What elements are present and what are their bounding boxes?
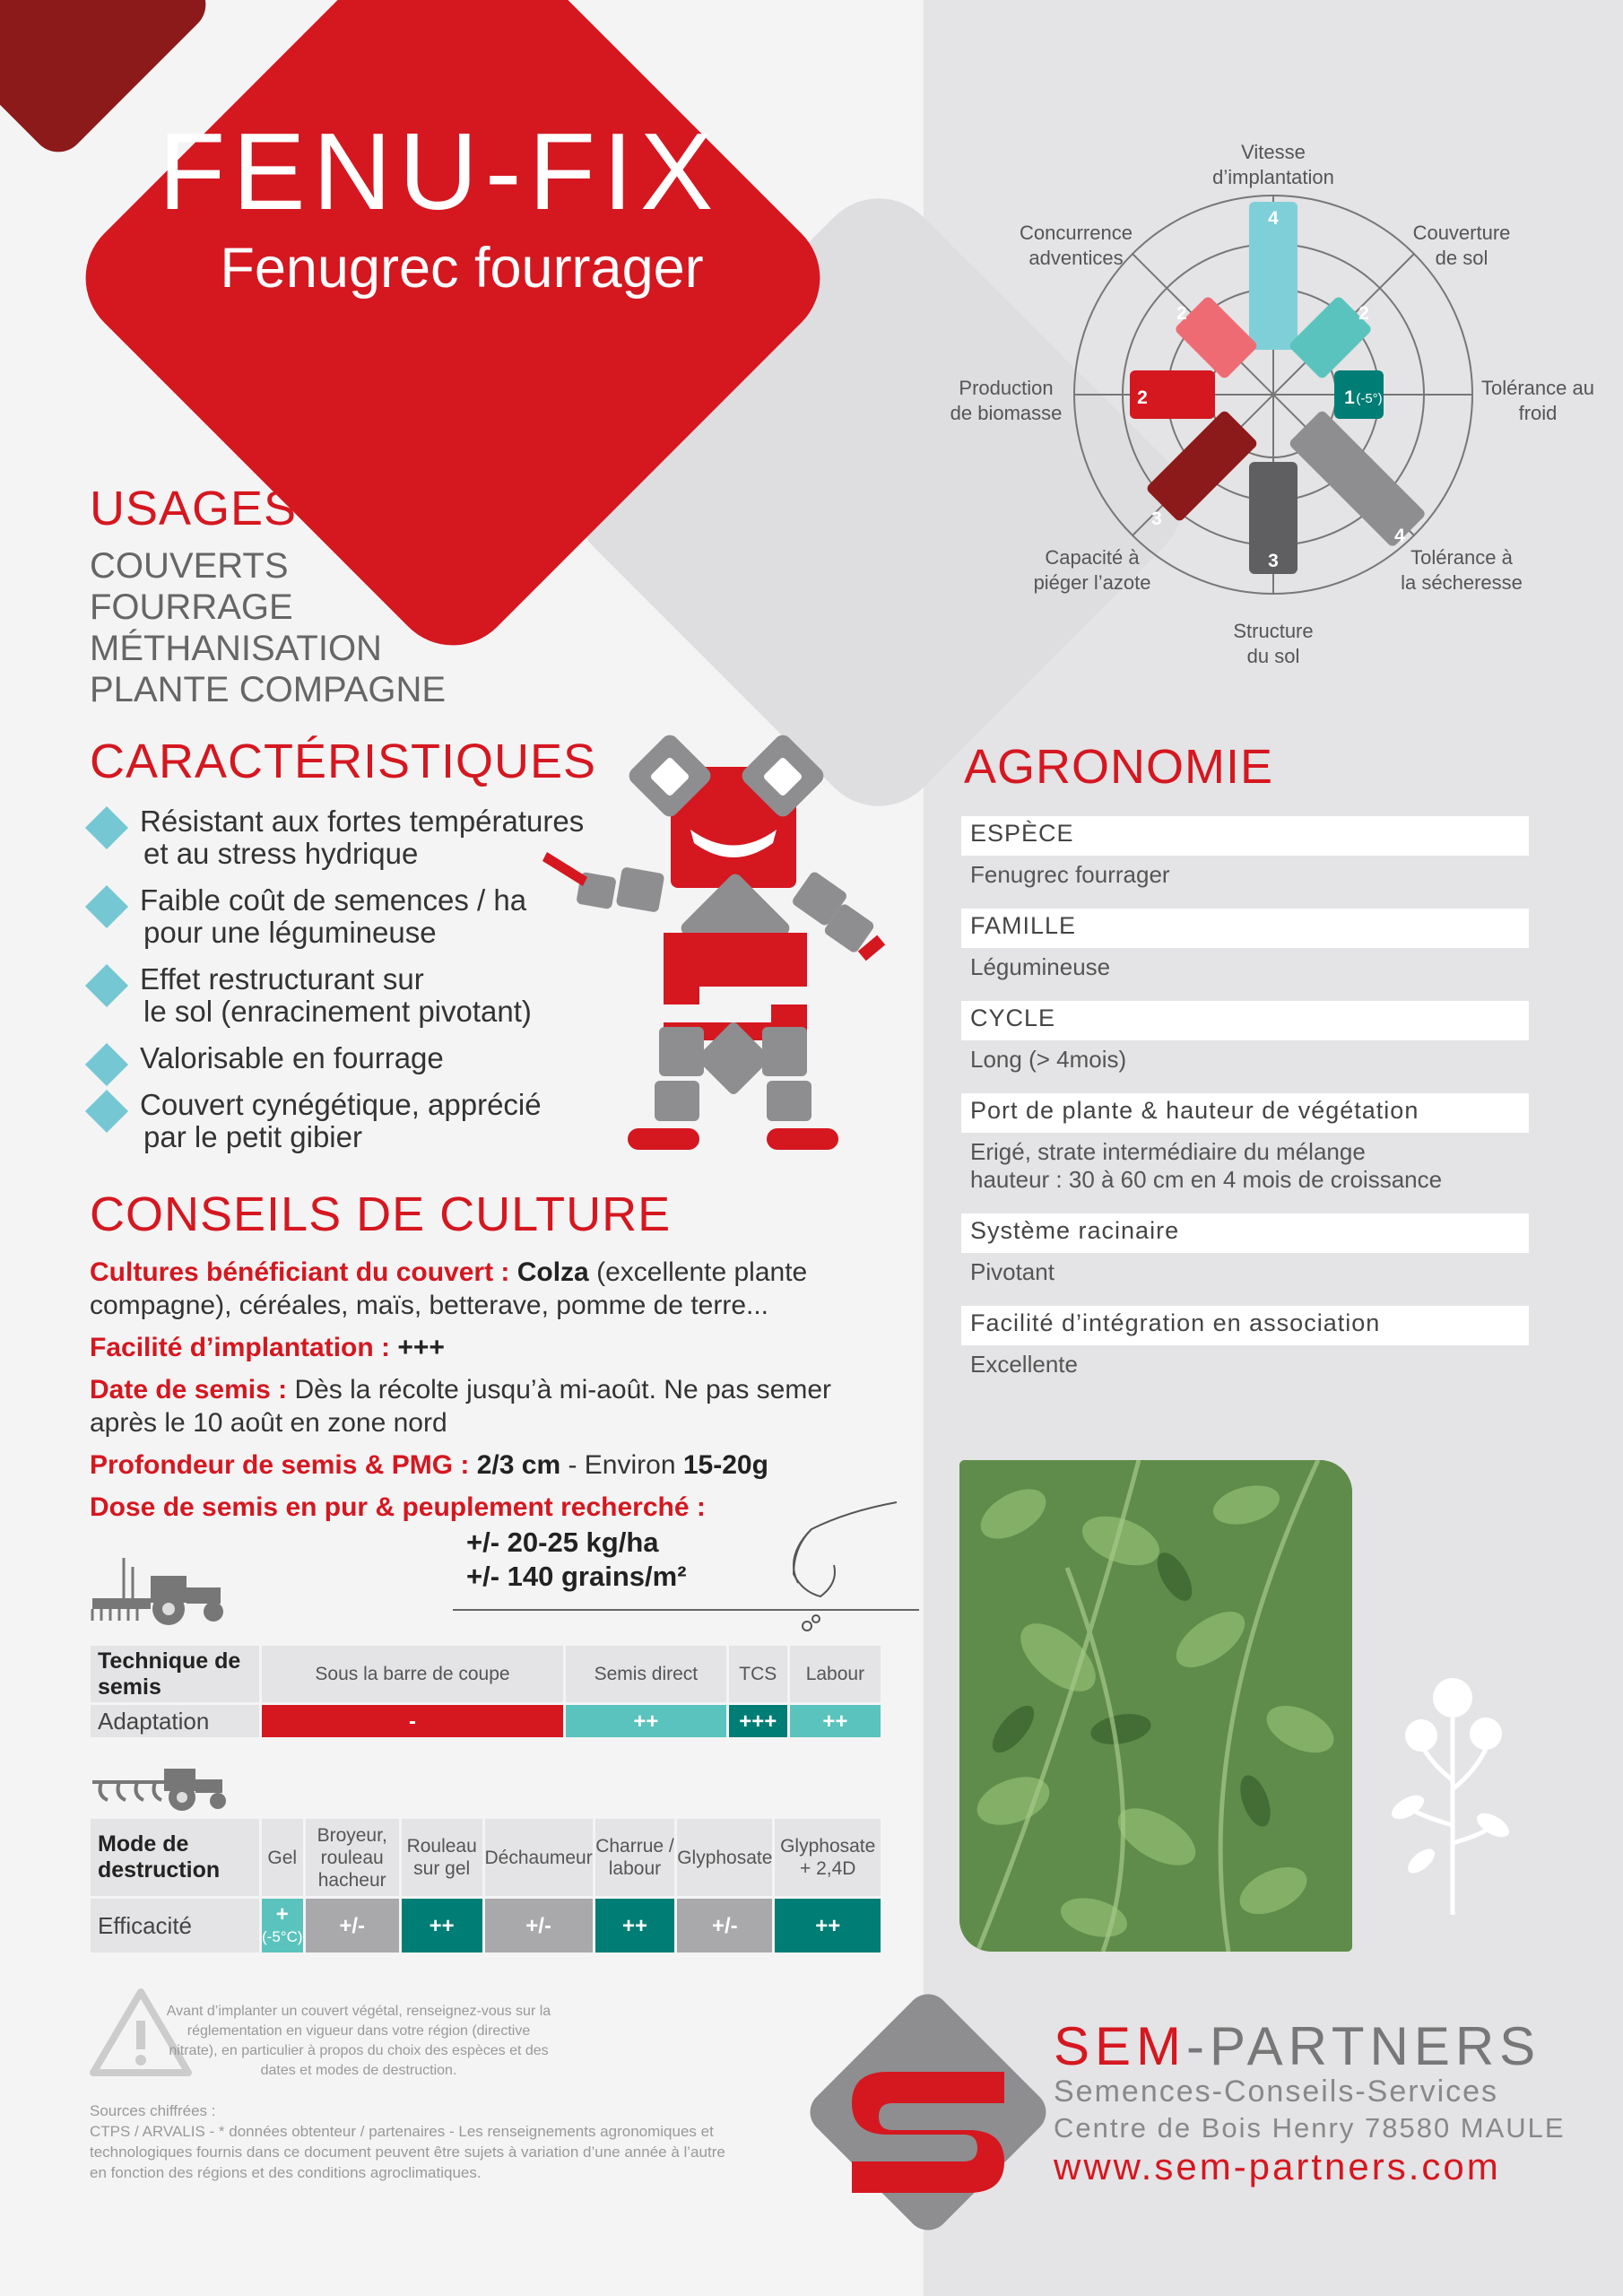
radar-label-couverture: Couverture de sol — [1412, 222, 1511, 269]
agro-label: CYCLE — [961, 1001, 1529, 1040]
score-structure: 3 — [1268, 551, 1279, 571]
table-cell: - — [262, 1705, 563, 1737]
column-header: Broyeur, rouleau hacheur — [306, 1819, 399, 1896]
warning-text: Avant d’implanter un couvert végétal, renseignez-vous sur la réglementation en vigueur dans votre région (directive nitrate), en particulier à propos du choix des espèces et des dates et modes de destruction. — [166, 2004, 551, 2078]
score-concurrence: 2 — [1176, 303, 1187, 324]
agro-value: Fenugrec fourrager — [970, 861, 1170, 888]
agro-value: Légumineuse — [970, 953, 1111, 980]
agro-label: ESPÈCE — [961, 816, 1529, 856]
agronomie-list — [961, 816, 1529, 1398]
agro-label: Facilité d’intégration en association — [961, 1306, 1529, 1345]
list-item: Faible coût de semences / ha pour une légumineuse — [90, 884, 610, 949]
seeder-tractor-icon — [88, 1553, 231, 1630]
company-name: SEM-PARTNERS — [1054, 2016, 1541, 2076]
agro-value: Long (> 4mois) — [970, 1046, 1127, 1073]
product-subtitle: Fenugrec fourrager — [220, 237, 704, 300]
row-label: Adaptation — [91, 1705, 259, 1737]
hand-sowing-icon — [453, 1493, 919, 1637]
column-header: TCS — [729, 1646, 787, 1702]
table-cell: +/- — [677, 1899, 772, 1952]
column-header: Gel — [262, 1819, 303, 1896]
table-cell: ++ — [595, 1899, 674, 1952]
radar-label-tolerance-froid: Tolérance au froid — [1481, 377, 1594, 424]
table-cell: + (-5°C) — [262, 1899, 303, 1952]
usage-item: COUVERTS — [90, 546, 289, 586]
column-header: Labour — [790, 1646, 881, 1702]
column-header: Glyphosate + 2,4D — [775, 1819, 881, 1896]
score-biomasse: 2 — [1137, 387, 1148, 408]
company-tagline: Semences-Conseils-Services — [1054, 2074, 1499, 2109]
robot-mascot-icon — [538, 718, 915, 1157]
radar-label-structure: Structure du sol — [1233, 620, 1314, 667]
dose-values: +/- 20-25 kg/ha +/- 140 grains/m² — [466, 1526, 687, 1592]
usage-item: FOURRAGE — [90, 587, 293, 627]
fenugreek-photo — [959, 1460, 1352, 1952]
table-cell: ++ — [790, 1705, 881, 1737]
column-header: Sous la barre de coupe — [262, 1646, 563, 1702]
column-header: Rouleau sur gel — [402, 1819, 482, 1896]
row-label: Efficacité — [91, 1899, 259, 1952]
radar-label-concurrence: Concurrence adventices — [1020, 222, 1133, 269]
company-url[interactable]: www.sem-partners.com — [1054, 2145, 1501, 2187]
agronomie-heading: AGRONOMIE — [964, 740, 1274, 794]
list-item: Effet restructurant sur le sol (enracinement pivotant) — [90, 963, 610, 1028]
table-cell: ++ — [775, 1899, 881, 1952]
agro-label: FAMILLE — [961, 909, 1529, 948]
column-header: Semis direct — [566, 1646, 726, 1702]
column-header: Glyphosate — [677, 1819, 772, 1896]
sem-partners-logo-icon — [789, 1982, 1058, 2242]
score-tolerance-froid: 1 — [1344, 387, 1355, 408]
agro-label: Système racinaire — [961, 1213, 1529, 1253]
radar-label-tolerance-secheresse: Tolérance à la sécheresse — [1401, 546, 1523, 594]
conseils-body: Cultures bénéficiant du couvert : Colza (excellente plante compagne), céréales, maïs, betterave, pomme de terre... Facilité d’implantation : +++ Date de semis : Dès la récolte jusqu’à mi-août. Ne pas semer après le 10 août en zone nord Profondeur de semis & PMG : 2/3 cm - Environ 15-20g Dose de semis en pur & peuplement recherché : +/- 20-25 kg/ha +/- 140 grains/m² — [90, 1256, 879, 1594]
list-item: Valorisable en fourrage — [90, 1042, 610, 1074]
table-cell: +/- — [306, 1899, 399, 1952]
table-cell: +/- — [485, 1899, 593, 1952]
product-title: FENU-FIX — [158, 110, 721, 232]
column-header: Déchaumeur — [485, 1819, 593, 1896]
score-tolerance-secheresse: 4 — [1394, 526, 1405, 546]
diamond-bullet-icon — [85, 1090, 128, 1133]
diamond-bullet-icon — [85, 1043, 128, 1086]
usage-item: PLANTE COMPAGNE — [90, 670, 447, 709]
conseils-heading: CONSEILS DE CULTURE — [90, 1187, 672, 1241]
usage-item: MÉTHANISATION — [90, 629, 382, 668]
caracteristiques-heading: CARACTÉRISTIQUES — [90, 735, 597, 788]
agro-value: Excellente — [970, 1351, 1078, 1378]
table-cell: ++ — [402, 1899, 482, 1952]
agro-value: Erigé, strate intermédiaire du mélange hauteur : 30 à 60 cm en 4 mois de croissance — [970, 1138, 1443, 1193]
radar-label-biomasse: Production de biomasse — [950, 377, 1063, 424]
plough-tractor-icon — [88, 1760, 231, 1813]
destruction-head: Mode de destruction — [91, 1819, 259, 1896]
table-cell: +++ — [729, 1705, 787, 1737]
table-cell: ++ — [566, 1705, 726, 1737]
score-azote: 3 — [1151, 509, 1162, 529]
usages-list — [90, 545, 446, 710]
agro-label: Port de plante & hauteur de végétation — [961, 1093, 1529, 1133]
column-header: Charrue / labour — [595, 1819, 674, 1896]
agro-value: Pivotant — [970, 1258, 1055, 1285]
diamond-bullet-icon — [85, 885, 128, 928]
radar-label-azote: Capacité à piéger l’azote — [1033, 546, 1151, 594]
score-couverture: 2 — [1358, 303, 1369, 324]
diamond-bullet-icon — [85, 964, 128, 1007]
technique-head: Technique de semis — [91, 1646, 259, 1702]
sources: Sources chiffrées : CTPS / ARVALIS - * données obtenteur / partenaires - Les renseignements agronomiques et technologiques fournis dans ce document peuvent être sujets à variation d’une année à l’autre en fonction des régions et des conditions agroclimatiques. — [90, 2102, 725, 2181]
caracteristiques-list — [90, 805, 610, 1168]
radar-label-vitesse: Vitesse d’implantation — [1212, 141, 1334, 188]
company-address: Centre de Bois Henry 78580 MAULE — [1054, 2112, 1566, 2144]
list-item: Couvert cynégétique, apprécié par le petit gibier — [90, 1089, 610, 1153]
usages-heading: USAGES — [90, 482, 298, 535]
diamond-bullet-icon — [85, 806, 128, 849]
technique-table — [88, 1643, 883, 1740]
list-item: Résistant aux fortes températures et au stress hydrique — [90, 805, 610, 870]
score-vitesse: 4 — [1268, 208, 1279, 229]
destruction-table — [88, 1816, 883, 1955]
score-tolerance-froid-note: (-5°) — [1356, 391, 1383, 406]
plant-silhouette-icon — [1385, 1673, 1520, 1915]
